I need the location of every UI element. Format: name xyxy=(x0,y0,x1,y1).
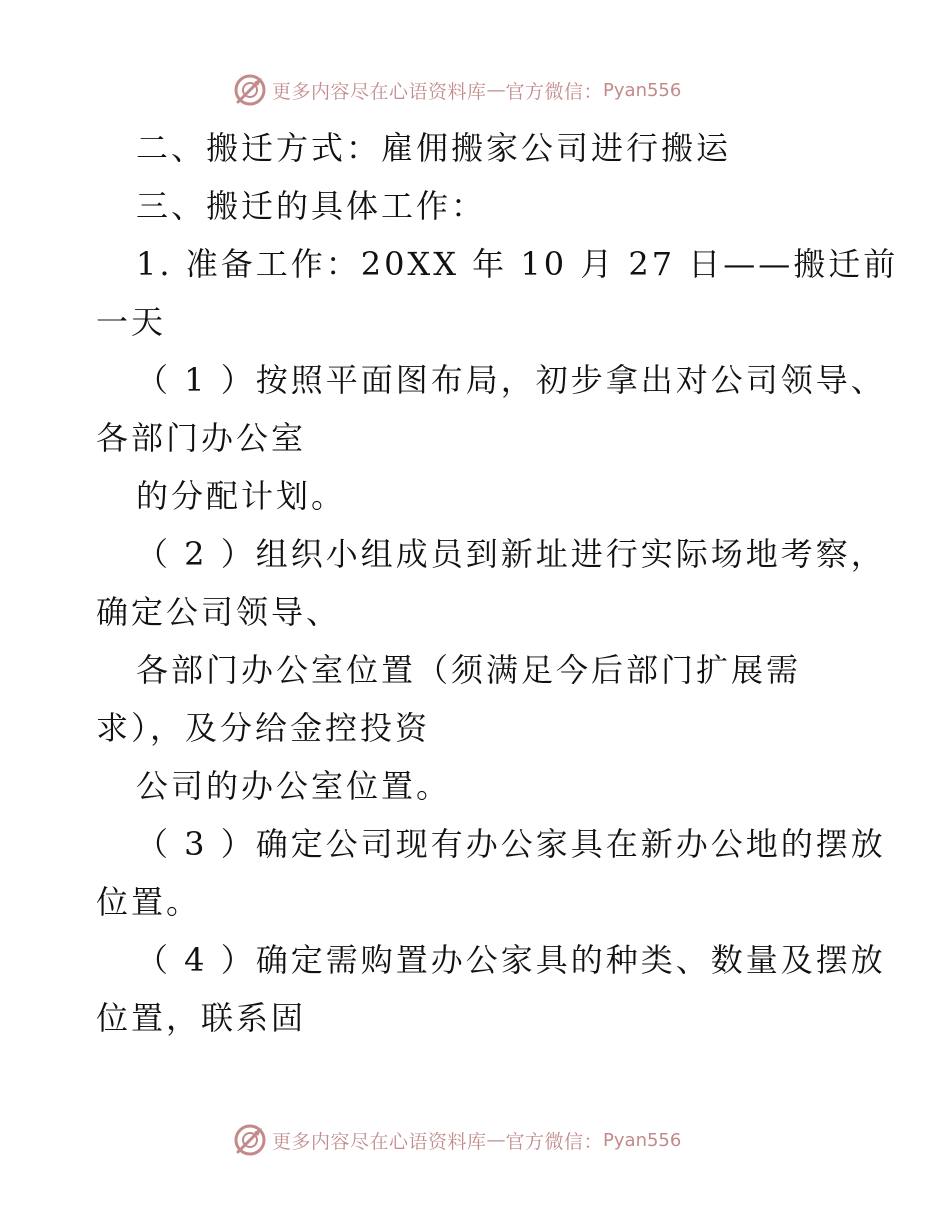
watermark-banner-top xyxy=(232,72,681,108)
doc-line: （ 3 ）确定公司现有办公家具在新办公地的摆放 xyxy=(136,825,886,863)
doc-line: 各部门办公室 xyxy=(96,419,307,457)
watermark-account: Pyan556 xyxy=(603,1129,682,1151)
watermark-separator: — xyxy=(486,79,506,101)
doc-line: 一天 xyxy=(96,303,167,341)
doc-line: 二、搬迁方式：雇佣搬家公司进行搬运 xyxy=(136,129,732,167)
brand-logo-icon xyxy=(232,72,268,108)
doc-line: 三、搬迁的具体工作： xyxy=(136,187,487,225)
watermark-site-text: 更多内容尽在心语资料库 xyxy=(272,1130,487,1153)
watermark-account: Pyan556 xyxy=(603,79,682,101)
doc-line: 位置，联系固 xyxy=(96,999,307,1037)
doc-line: （ 4 ）确定需购置办公家具的种类、数量及摆放 xyxy=(136,941,886,979)
doc-line: 位置。 xyxy=(96,883,202,921)
doc-line: 求），及分给金控投资 xyxy=(96,709,431,747)
doc-line: 1. 准备工作：20XX 年 10 月 27 日——搬迁前 xyxy=(136,245,899,283)
doc-line: 确定公司领导、 xyxy=(96,593,342,631)
doc-line: （ 2 ）组织小组成员到新址进行实际场地考察， xyxy=(136,535,886,573)
watermark-banner-bottom xyxy=(232,1122,681,1158)
watermark-wechat-label: 官方微信： xyxy=(505,80,604,103)
doc-line: 公司的办公室位置。 xyxy=(136,767,452,805)
watermark-separator: — xyxy=(486,1129,506,1151)
brand-logo-icon xyxy=(232,1122,268,1158)
watermark-wechat-label: 官方微信： xyxy=(505,1130,604,1153)
doc-line: （ 1 ）按照平面图布局，初步拿出对公司领导、 xyxy=(136,361,886,399)
doc-line: 的分配计划。 xyxy=(136,477,347,515)
watermark-site-text: 更多内容尽在心语资料库 xyxy=(272,80,487,103)
doc-line: 各部门办公室位置（须满足今后部门扩展需 xyxy=(136,651,802,689)
